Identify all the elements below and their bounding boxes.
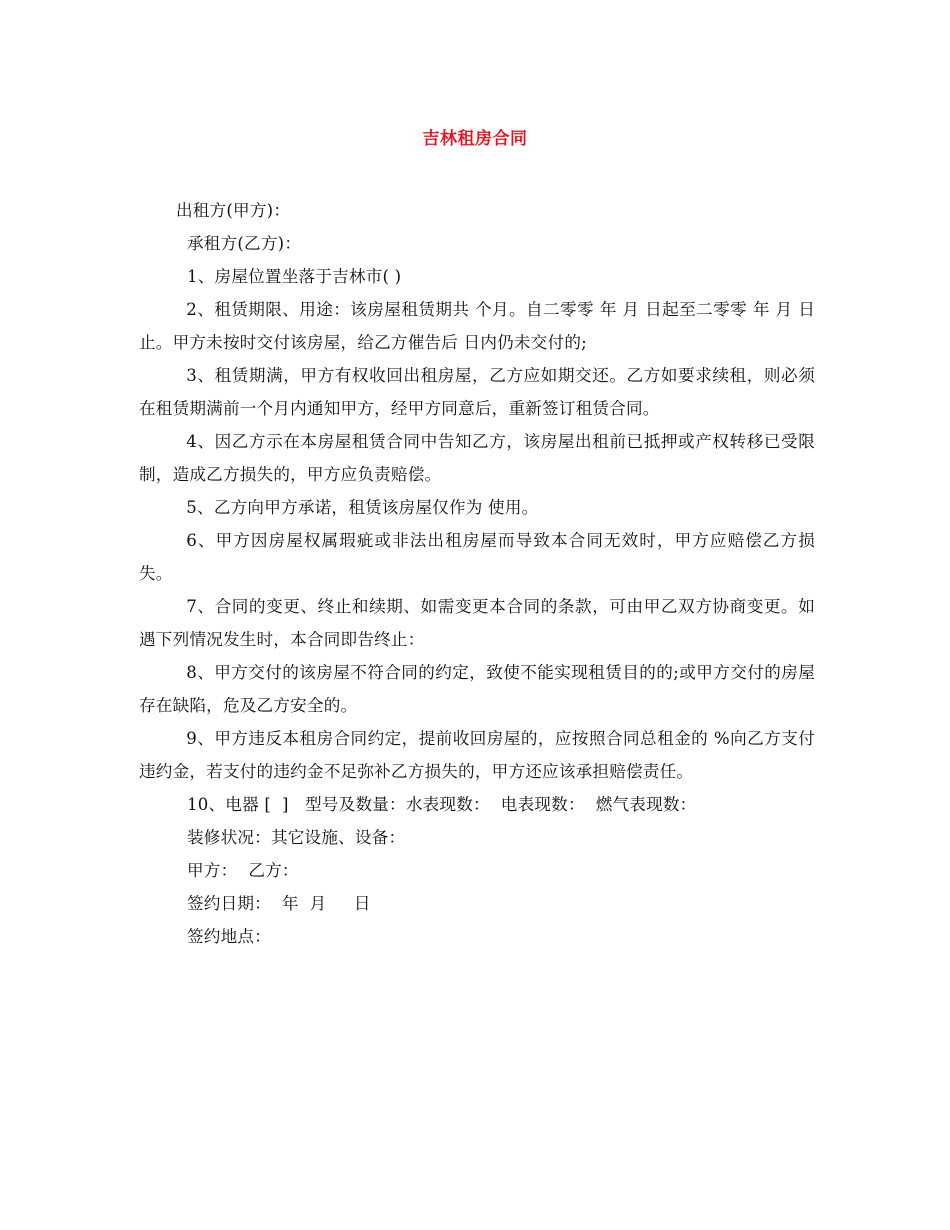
clause-1: 1、房屋位置坐落于吉林市( ) [187, 267, 402, 286]
clause-8: 8、甲方交付的该房屋不符合同的约定，致使不能实现租赁目的的;或甲方交付的房屋存在缺陷，危及乙方安全的。 [139, 663, 815, 715]
clause-4: 4、因乙方示在本房屋租赁合同中告知乙方，该房屋出租前已抵押或产权转移已受限制，造成乙方损失的，甲方应负责赔偿。 [139, 432, 815, 484]
document-title: 吉林租房合同 [422, 129, 528, 149]
clause-6: 6、甲方因房屋权属瑕疵或非法出租房屋而导致本合同无效时，甲方应赔偿乙方损失。 [139, 531, 815, 583]
clause-2: 2、租赁期限、用途：该房屋租赁期共 个月。自二零零 年 月 日起至二零零 年 月 日止。甲方未按时交付该房屋，给乙方催告后 日内仍未交付的; [139, 300, 815, 352]
clause-3: 3、租赁期满，甲方有权收回出租房屋，乙方应如期交还。乙方如要求续租，则必须在租赁期满前一个月内通知甲方，经甲方同意后，重新签订租赁合同。 [139, 366, 815, 418]
parties-signature-line: 甲方： 乙方： [187, 861, 299, 880]
clause-5: 5、乙方向甲方承诺，租赁该房屋仅作为 使用。 [186, 498, 539, 517]
lessee-line: 承租方(乙方)： [187, 234, 302, 253]
sign-place-line: 签约地点： [187, 927, 271, 946]
document-body [139, 194, 815, 953]
clause-7: 7、合同的变更、终止和续期、如需变更本合同的条款，可由甲乙双方协商变更。如遇下列情况发生时，本合同即告终止： [139, 597, 815, 649]
lessor-line: 出租方(甲方)： [176, 201, 291, 220]
clause-10-appliances: 10、电器 [ ] 型号及数量：水表现数： 电表现数： 燃气表现数： [187, 795, 697, 814]
sign-date-line: 签约日期： 年 月 日 [187, 894, 371, 913]
clause-9: 9、甲方违反本租房合同约定，提前收回房屋的，应按照合同总租金的 %向乙方支付违约金，若支付的违约金不足弥补乙方损失的，甲方还应该承担赔偿责任。 [139, 729, 815, 781]
decoration-line: 装修状况：其它设施、设备： [187, 828, 406, 847]
